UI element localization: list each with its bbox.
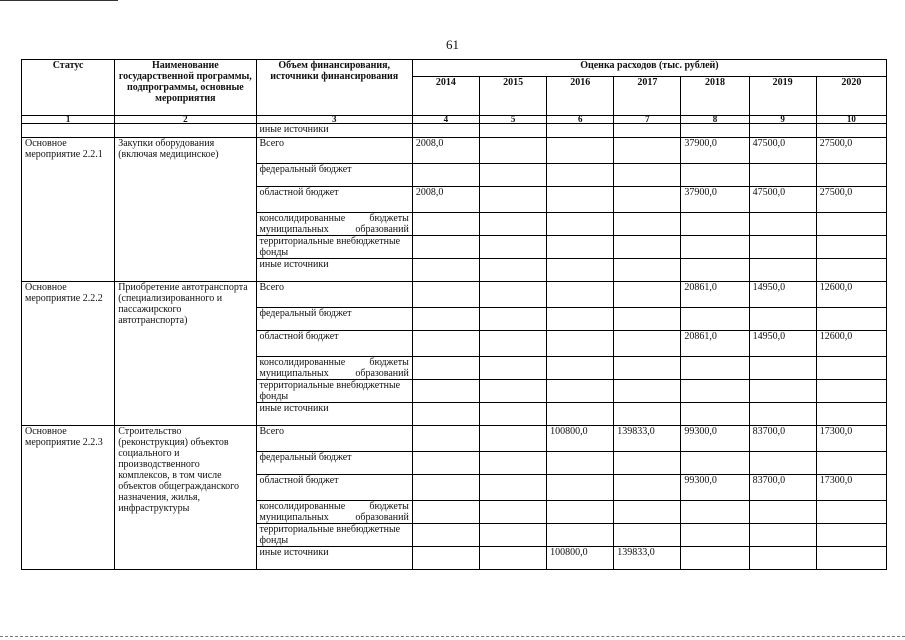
- column-numbers-row: [22, 116, 887, 124]
- program-name-cell: Закупки оборудования (включая медицинское): [115, 138, 256, 282]
- header-year: 2020: [816, 77, 886, 116]
- source-label: иные источники: [256, 547, 412, 570]
- value-cell: 37900,0: [681, 187, 749, 213]
- value-cell: 83700,0: [749, 426, 816, 452]
- value-cell: [681, 259, 749, 282]
- value-cell: [412, 426, 479, 452]
- carryover-row: [22, 124, 887, 138]
- value-cell: [480, 380, 547, 403]
- table-row: [22, 282, 887, 308]
- source-label: областной бюджет: [256, 475, 412, 501]
- value-cell: 20861,0: [681, 282, 749, 308]
- value-cell: [681, 524, 749, 547]
- source-label: федеральный бюджет: [256, 308, 412, 331]
- value-cell: [547, 380, 614, 403]
- header-row: [22, 60, 887, 77]
- value-cell: 99300,0: [681, 426, 749, 452]
- value-cell: [614, 357, 681, 380]
- value-cell: 37900,0: [681, 138, 749, 164]
- value-cell: [412, 236, 479, 259]
- value-cell: [547, 164, 614, 187]
- value-cell: [681, 547, 749, 570]
- value-cell: [816, 357, 886, 380]
- value-cell: [412, 259, 479, 282]
- value-cell: 2008,0: [412, 138, 479, 164]
- value-cell: [480, 426, 547, 452]
- column-number: 4: [412, 116, 479, 124]
- value-cell: [816, 259, 886, 282]
- value-cell: [480, 547, 547, 570]
- value-cell: [681, 380, 749, 403]
- value-cell: [480, 452, 547, 475]
- header-year: 2015: [480, 77, 547, 116]
- value-cell: [614, 524, 681, 547]
- value-cell: [412, 501, 479, 524]
- value-cell: [547, 282, 614, 308]
- value-cell: [681, 164, 749, 187]
- page-number: 61: [446, 37, 459, 52]
- value-cell: [614, 187, 681, 213]
- header-status: Статус: [22, 60, 115, 116]
- value-cell: [614, 236, 681, 259]
- source-label: иные источники: [256, 124, 412, 138]
- value-cell: 99300,0: [681, 475, 749, 501]
- value-cell: [480, 282, 547, 308]
- value-cell: [614, 475, 681, 501]
- value-cell: [614, 331, 681, 357]
- value-cell: [816, 308, 886, 331]
- value-cell: [681, 213, 749, 236]
- value-cell: [480, 164, 547, 187]
- value-cell: 27500,0: [816, 138, 886, 164]
- value-cell: [749, 357, 816, 380]
- value-cell: 100800,0: [547, 547, 614, 570]
- value-cell: [614, 138, 681, 164]
- source-label: Всего: [256, 138, 412, 164]
- source-label: федеральный бюджет: [256, 164, 412, 187]
- source-label: областной бюджет: [256, 187, 412, 213]
- source-label: территориальные внебюджетные фонды: [256, 524, 412, 547]
- value-cell: [412, 403, 479, 426]
- value-cell: [681, 403, 749, 426]
- value-cell: 12600,0: [816, 282, 886, 308]
- value-cell: [614, 164, 681, 187]
- column-number: 3: [256, 116, 412, 124]
- header-estimate: Оценка расходов (тыс. рублей): [412, 60, 886, 77]
- value-cell: [547, 187, 614, 213]
- value-cell: 20861,0: [681, 331, 749, 357]
- value-cell: [614, 259, 681, 282]
- header-year: 2014: [412, 77, 479, 116]
- value-cell: [816, 380, 886, 403]
- value-cell: [412, 282, 479, 308]
- value-cell: [547, 452, 614, 475]
- value-cell: 47500,0: [749, 138, 816, 164]
- value-cell: [480, 259, 547, 282]
- value-cell: [547, 501, 614, 524]
- value-cell: 139833,0: [614, 547, 681, 570]
- value-cell: [480, 357, 547, 380]
- table-row: [22, 426, 887, 452]
- value-cell: [480, 138, 547, 164]
- value-cell: [547, 308, 614, 331]
- top-rule: [0, 0, 118, 1]
- value-cell: [681, 236, 749, 259]
- value-cell: [412, 164, 479, 187]
- column-number: 5: [480, 116, 547, 124]
- value-cell: 17300,0: [816, 426, 886, 452]
- value-cell: [816, 524, 886, 547]
- source-label: консолидированные бюджеты муниципальных образований: [256, 213, 412, 236]
- value-cell: [547, 331, 614, 357]
- value-cell: 100800,0: [547, 426, 614, 452]
- source-label: Всего: [256, 282, 412, 308]
- value-cell: [480, 213, 547, 236]
- source-label: территориальные внебюджетные фонды: [256, 380, 412, 403]
- budget-table: [21, 59, 887, 570]
- value-cell: 139833,0: [614, 426, 681, 452]
- value-cell: [749, 452, 816, 475]
- value-cell: [614, 403, 681, 426]
- value-cell: 47500,0: [749, 187, 816, 213]
- value-cell: 83700,0: [749, 475, 816, 501]
- source-label: иные источники: [256, 403, 412, 426]
- source-label: федеральный бюджет: [256, 452, 412, 475]
- value-cell: [547, 475, 614, 501]
- value-cell: [480, 331, 547, 357]
- table-row: [22, 138, 887, 164]
- value-cell: [749, 259, 816, 282]
- value-cell: [614, 380, 681, 403]
- column-number: 7: [614, 116, 681, 124]
- value-cell: [749, 213, 816, 236]
- value-cell: [412, 308, 479, 331]
- value-cell: [412, 475, 479, 501]
- source-label: консолидированные бюджеты муниципальных образований: [256, 501, 412, 524]
- source-label: территориальные внебюджетные фонды: [256, 236, 412, 259]
- value-cell: [749, 524, 816, 547]
- value-cell: [547, 138, 614, 164]
- header-year: 2016: [547, 77, 614, 116]
- source-label: Всего: [256, 426, 412, 452]
- value-cell: [412, 547, 479, 570]
- value-cell: [412, 380, 479, 403]
- value-cell: [749, 308, 816, 331]
- value-cell: [681, 357, 749, 380]
- status-cell: Основное мероприятие 2.2.2: [22, 282, 115, 426]
- header-year: 2017: [614, 77, 681, 116]
- value-cell: [547, 403, 614, 426]
- value-cell: [412, 331, 479, 357]
- column-number: 6: [547, 116, 614, 124]
- column-number: 10: [816, 116, 886, 124]
- value-cell: [614, 501, 681, 524]
- value-cell: [749, 547, 816, 570]
- value-cell: [480, 475, 547, 501]
- value-cell: [816, 452, 886, 475]
- value-cell: [412, 524, 479, 547]
- value-cell: 17300,0: [816, 475, 886, 501]
- value-cell: [547, 213, 614, 236]
- value-cell: 2008,0: [412, 187, 479, 213]
- value-cell: 14950,0: [749, 331, 816, 357]
- value-cell: [412, 452, 479, 475]
- value-cell: [412, 357, 479, 380]
- status-cell: Основное мероприятие 2.2.3: [22, 426, 115, 570]
- value-cell: [614, 213, 681, 236]
- column-number: 9: [749, 116, 816, 124]
- value-cell: [547, 259, 614, 282]
- value-cell: 12600,0: [816, 331, 886, 357]
- value-cell: [614, 452, 681, 475]
- column-number: 2: [115, 116, 256, 124]
- value-cell: [547, 524, 614, 547]
- column-number: 8: [681, 116, 749, 124]
- value-cell: [412, 213, 479, 236]
- value-cell: [749, 164, 816, 187]
- value-cell: [480, 187, 547, 213]
- value-cell: [480, 236, 547, 259]
- column-number: 1: [22, 116, 115, 124]
- header-year: 2019: [749, 77, 816, 116]
- value-cell: [480, 403, 547, 426]
- value-cell: [480, 501, 547, 524]
- value-cell: [547, 357, 614, 380]
- value-cell: [816, 547, 886, 570]
- program-name-cell: Приобретение автотранспорта (специализированного и пассажирского автотранспорта): [115, 282, 256, 426]
- source-label: областной бюджет: [256, 331, 412, 357]
- value-cell: [749, 501, 816, 524]
- program-name-cell: Строительство (реконструкция) объектов социального и производственного комплексов, в том числе объектов общегражданского назначения, жилья, инфраструктуры: [115, 426, 256, 570]
- value-cell: [749, 403, 816, 426]
- value-cell: 27500,0: [816, 187, 886, 213]
- header-year: 2018: [681, 77, 749, 116]
- value-cell: [816, 403, 886, 426]
- value-cell: [816, 236, 886, 259]
- value-cell: [749, 236, 816, 259]
- value-cell: [681, 308, 749, 331]
- value-cell: [547, 236, 614, 259]
- value-cell: [749, 380, 816, 403]
- value-cell: [614, 308, 681, 331]
- bottom-rule: [0, 636, 905, 637]
- status-cell: Основное мероприятие 2.2.1: [22, 138, 115, 282]
- value-cell: [816, 164, 886, 187]
- source-label: иные источники: [256, 259, 412, 282]
- value-cell: [480, 308, 547, 331]
- value-cell: 14950,0: [749, 282, 816, 308]
- value-cell: [816, 213, 886, 236]
- value-cell: [614, 282, 681, 308]
- source-label: консолидированные бюджеты муниципальных образований: [256, 357, 412, 380]
- header-funding: Объем финансирования, источники финансирования: [256, 60, 412, 116]
- value-cell: [681, 452, 749, 475]
- value-cell: [480, 524, 547, 547]
- value-cell: [816, 501, 886, 524]
- header-name: Наименование государственной программы, подпрограммы, основные мероприятия: [115, 60, 256, 116]
- value-cell: [681, 501, 749, 524]
